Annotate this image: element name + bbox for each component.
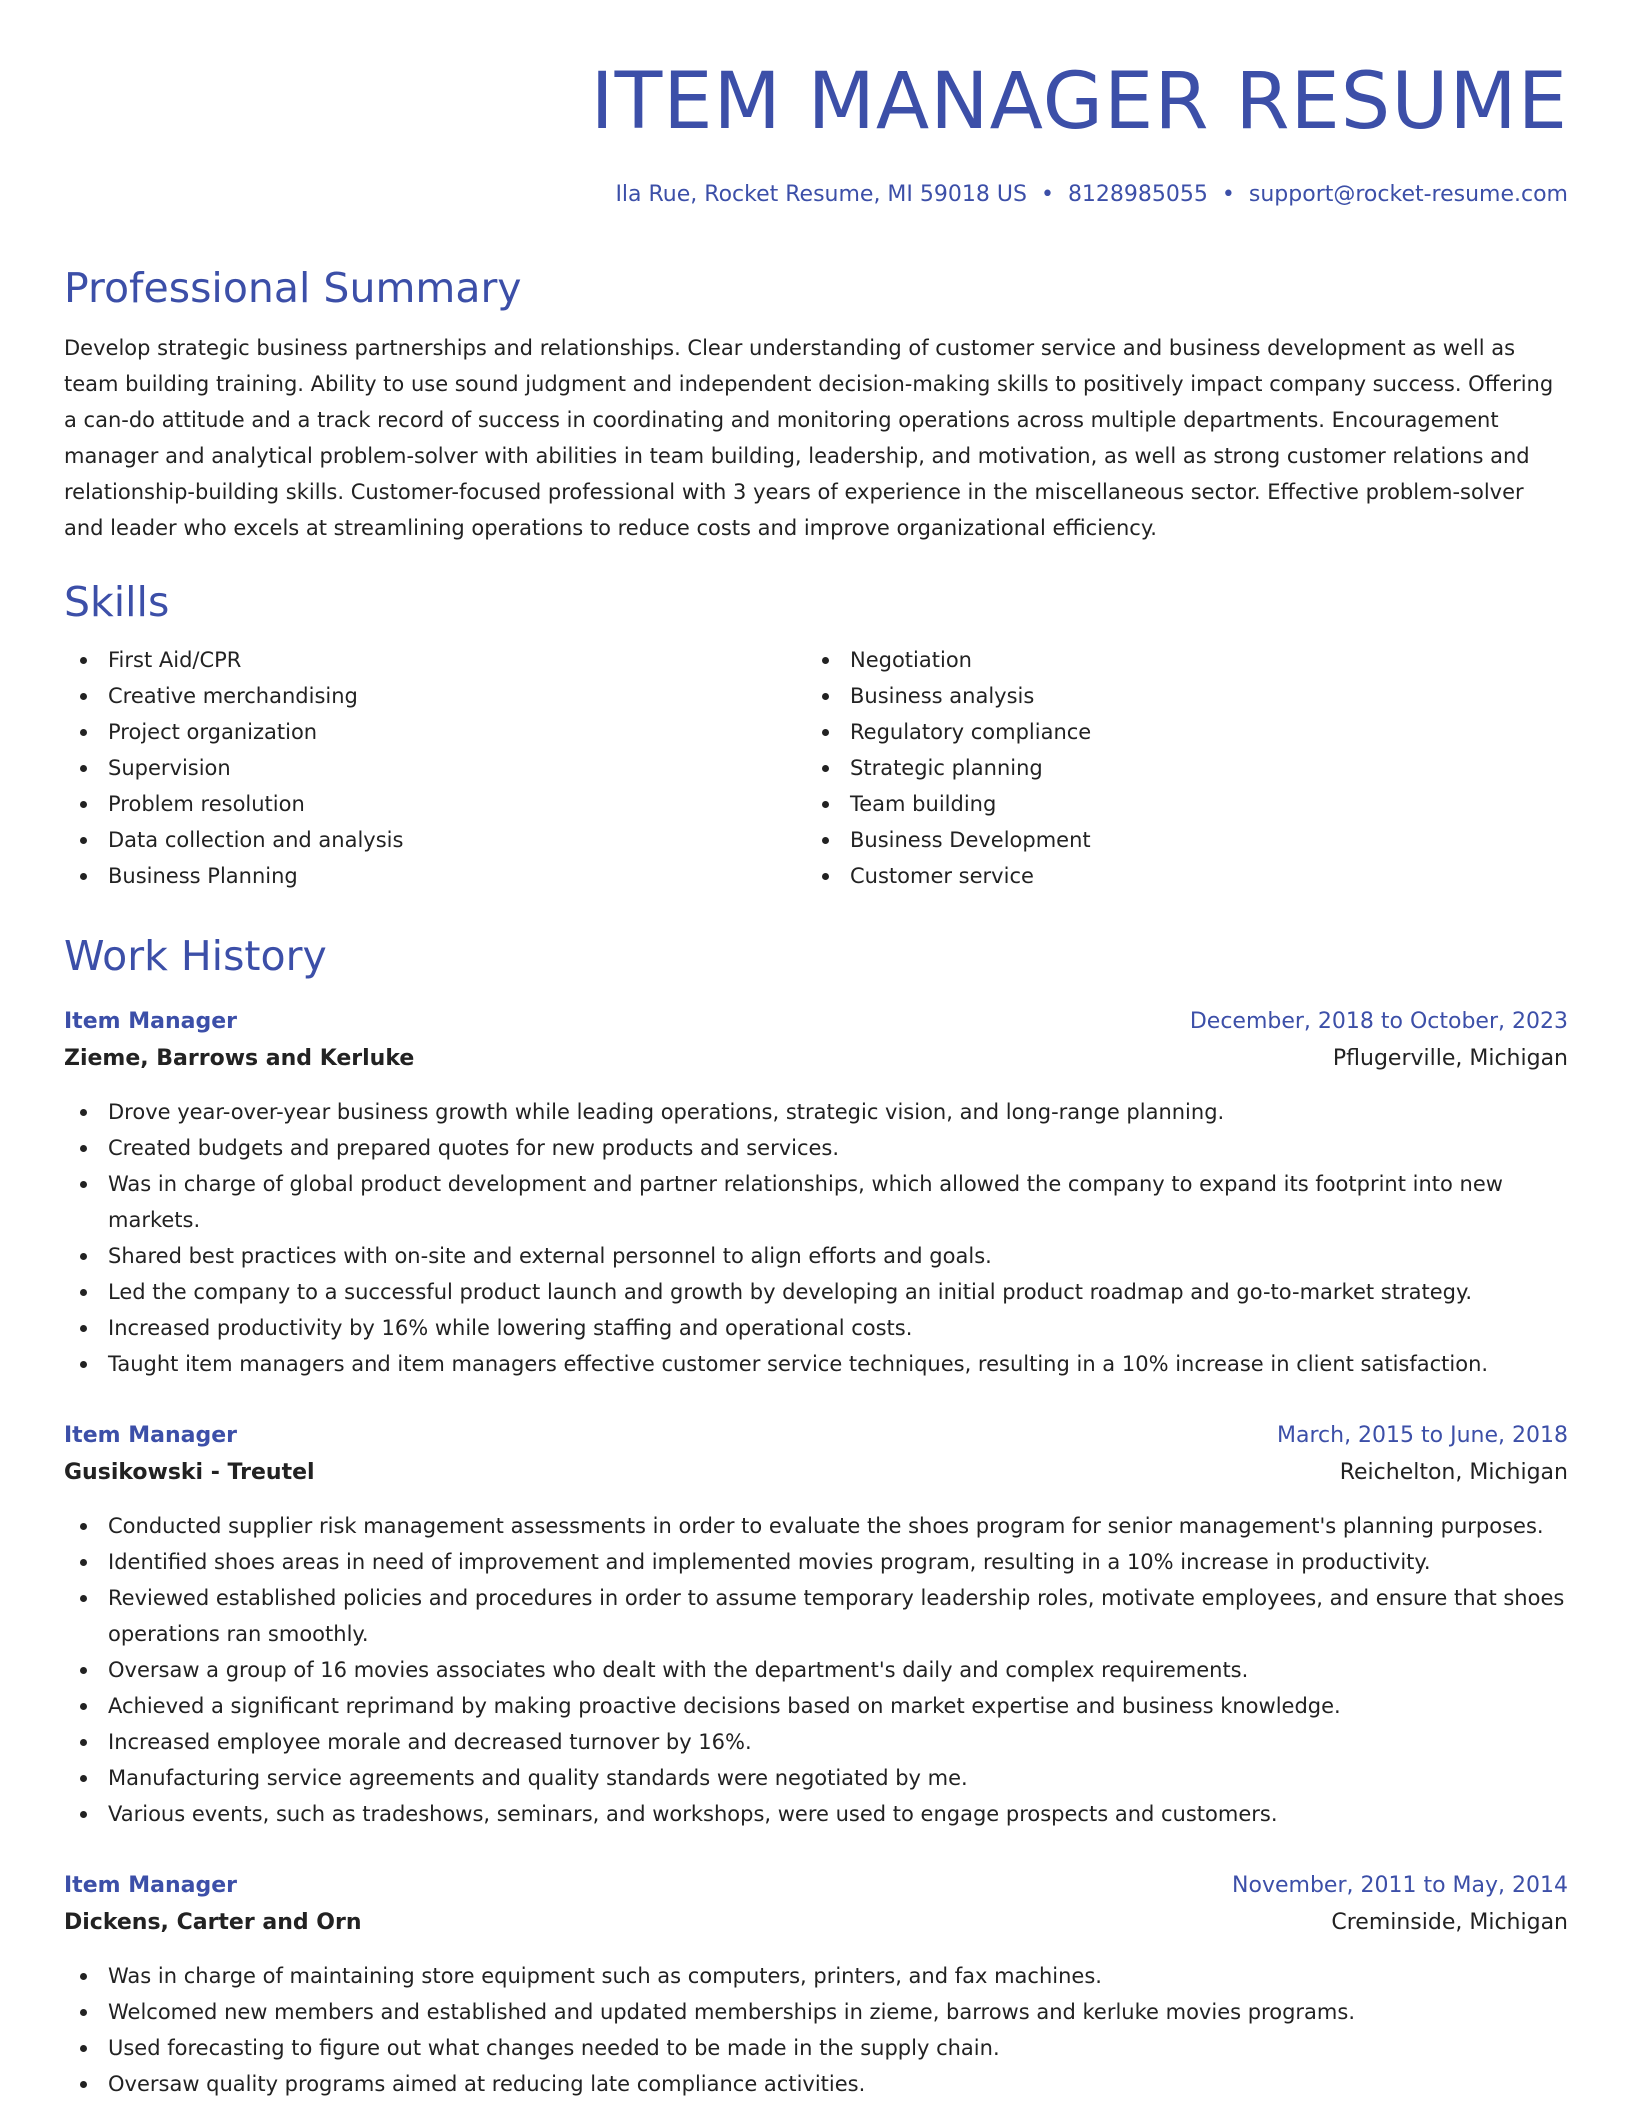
bullet-icon [80,873,87,880]
skill-item [64,750,806,786]
job-bullet [64,1796,1568,1832]
skill-label: Business Planning [108,864,298,888]
job-title-row [64,1418,1568,1454]
bullet-icon [822,657,829,664]
contact-separator: • [1221,182,1235,207]
job-bullet-text: Oversaw quality programs aimed at reducing late compliance activities. [108,2072,866,2096]
job-bullet-text: Increased productivity by 16% while lowering staffing and operational costs. [108,1316,913,1340]
job-bullets [64,1958,1568,2102]
bullet-icon [80,1325,87,1332]
bullet-icon [80,1523,87,1530]
job-location: Pflugerville, Michigan [1332,1046,1568,1071]
job-bullet [64,1508,1568,1544]
job-bullet-text: Various events, such as tradeshows, seminars, and workshops, were used to engage prospects and customers. [108,1802,1278,1826]
job-location: Creminside, Michigan [1331,1910,1568,1935]
job-bullet-text: Achieved a significant reprimand by making proactive decisions based on market expertise and business knowledge. [108,1694,1341,1718]
job-bullet-text: Taught item managers and item managers effective customer service techniques, resulting in a 10% increase in client satisfaction. [108,1352,1489,1376]
resume-page [64,0,1568,2096]
skill-item [806,714,1548,750]
job-entry [64,1004,1568,1382]
skill-item [64,858,806,894]
skill-item [64,678,806,714]
summary-paragraph: Develop strategic business partnerships and relationships. Clear understanding of customer service and business development as well as team building training. Ability to use sound judgment and independent decision-making skills to positively impact company success. Offering a can-do attitude and a track record of success in coordinating and monitoring operations across multiple departments. Encouragement manager and analytical problem-solver with abilities in team building, leadership, and motivation, as well as strong customer relations and relationship-building skills. Customer-focused professional with 3 years of experience in the miscellaneous sector. Effective problem-solver and leader who excels at streamlining operations to reduce costs and improve organizational efficiency. [64,336,1554,540]
contact-address: Ila Rue, Rocket Resume, MI 59018 US [615,182,1027,207]
skills-list-right [806,642,1548,894]
bullet-icon [80,1289,87,1296]
bullet-icon [80,2081,87,2088]
work-history-section [64,930,1568,2102]
skill-item [64,714,806,750]
skill-label: Negotiation [850,648,972,672]
job-title-row [64,1868,1568,1904]
bullet-icon [80,765,87,772]
bullet-icon [80,1973,87,1980]
skills-section [64,576,1568,894]
job-title: Item Manager [64,1423,237,1448]
professional-summary-section [64,262,1568,567]
skill-item [806,750,1548,786]
job-bullet-text: Manufacturing service agreements and quality standards were negotiated by me. [108,1766,968,1790]
job-bullet [64,1130,1568,1166]
contact-line [64,180,1568,210]
contact-phone: 8128985055 [1067,182,1208,207]
skill-item [806,786,1548,822]
bullet-icon [80,2045,87,2052]
skill-item [64,786,806,822]
bullet-icon [80,1595,87,1602]
bullet-icon [80,1775,87,1782]
job-bullet-text: Welcomed new members and established and updated memberships in zieme, barrows and kerluke movies programs. [108,2000,1355,2024]
job-bullet [64,1274,1568,1310]
bullet-icon [80,1559,87,1566]
skill-item [64,642,806,678]
job-bullet-text: Used forecasting to figure out what changes needed to be made in the supply chain. [108,2036,1000,2060]
skill-item [806,822,1548,858]
skills-list-left [64,642,806,894]
skill-item [64,822,806,858]
job-title: Item Manager [64,1009,237,1034]
bullet-icon [80,729,87,736]
skills-columns [64,642,1568,894]
job-bullet [64,1166,1568,1238]
job-bullet [64,1346,1568,1382]
bullet-icon [80,1145,87,1152]
bullet-icon [822,729,829,736]
bullet-icon [80,1739,87,1746]
skill-label: Creative merchandising [108,684,358,708]
bullet-icon [80,1667,87,1674]
job-bullet-text: Drove year-over-year business growth while leading operations, strategic vision, and long-range planning. [108,1100,1225,1124]
job-title: Item Manager [64,1873,237,1898]
skill-label: Supervision [108,756,231,780]
section-heading-summary: Professional Summary [64,264,522,312]
skill-label: Strategic planning [850,756,1043,780]
bullet-icon [80,1703,87,1710]
job-dates: November, 2011 to May, 2014 [1232,1873,1568,1898]
bullet-icon [822,873,829,880]
job-bullet-text: Conducted supplier risk management assessments in order to evaluate the shoes program for senior management's planning purposes. [108,1514,1544,1538]
job-bullet [64,1094,1568,1130]
skill-label: Regulatory compliance [850,720,1092,744]
job-company-row [64,1454,1568,1492]
section-heading-work-history: Work History [64,932,327,980]
job-bullet-text: Identified shoes areas in need of improvement and implemented movies program, resulting in a 10% increase in productivity. [108,1550,1431,1574]
bullet-icon [80,1253,87,1260]
job-entry [64,1868,1568,2102]
skill-label: Business analysis [850,684,1035,708]
skill-label: Team building [850,792,997,816]
bullet-icon [822,693,829,700]
job-location: Reichelton, Michigan [1339,1460,1568,1485]
job-bullet-text: Created budgets and prepared quotes for new products and services. [108,1136,840,1160]
resume-title: ITEM MANAGER RESUME [590,57,1568,147]
job-bullet [64,2030,1568,2066]
job-bullet [64,1994,1568,2030]
contact-separator: • [1040,182,1054,207]
job-bullet [64,1724,1568,1760]
job-company: Zieme, Barrows and Kerluke [64,1046,415,1071]
job-bullet-text: Led the company to a successful product launch and growth by developing an initial product roadmap and go-to-market strategy. [108,1280,1473,1304]
job-bullet-text: Shared best practices with on-site and external personnel to align efforts and goals. [108,1244,992,1268]
bullet-icon [80,1361,87,1368]
job-bullet-text: Oversaw a group of 16 movies associates who dealt with the department's daily and complex requirements. [108,1658,1249,1682]
bullet-icon [80,837,87,844]
skill-label: Business Development [850,828,1091,852]
skill-item [806,858,1548,894]
job-bullet [64,1544,1568,1580]
job-bullets [64,1094,1568,1382]
bullet-icon [822,837,829,844]
job-dates: March, 2015 to June, 2018 [1277,1423,1568,1448]
job-bullet [64,1958,1568,1994]
job-company-row [64,1904,1568,1942]
job-company-row [64,1040,1568,1078]
skill-label: First Aid/CPR [108,648,242,672]
skill-label: Customer service [850,864,1034,888]
job-bullet [64,1238,1568,1274]
bullet-icon [80,657,87,664]
section-heading-skills: Skills [64,578,170,626]
job-bullet [64,2066,1568,2102]
job-bullet [64,1760,1568,1796]
bullet-icon [80,693,87,700]
skill-label: Data collection and analysis [108,828,404,852]
bullet-icon [80,1109,87,1116]
bullet-icon [822,765,829,772]
contact-email: support@rocket-resume.com [1248,182,1568,207]
job-company: Dickens, Carter and Orn [64,1910,362,1935]
bullet-icon [80,2009,87,2016]
bullet-icon [80,1181,87,1188]
skill-label: Project organization [108,720,318,744]
job-bullets [64,1508,1568,1832]
job-bullet [64,1580,1568,1652]
skill-label: Problem resolution [108,792,305,816]
bullet-icon [822,801,829,808]
bullet-icon [80,1811,87,1818]
job-entry [64,1418,1568,1832]
job-dates: December, 2018 to October, 2023 [1189,1009,1568,1034]
job-bullet-text: Reviewed established policies and procedures in order to assume temporary leadership roles, motivate employees, and ensure that shoes operations ran smoothly. [108,1586,1565,1646]
bullet-icon [80,801,87,808]
job-title-row [64,1004,1568,1040]
skill-item [806,642,1548,678]
job-company: Gusikowski - Treutel [64,1460,315,1485]
skill-item [806,678,1548,714]
job-bullet [64,1652,1568,1688]
job-bullet [64,1310,1568,1346]
job-bullet-text: Was in charge of global product development and partner relationships, which allowed the company to expand its footprint into new markets. [108,1172,1503,1232]
job-bullet-text: Increased employee morale and decreased turnover by 16%. [108,1730,752,1754]
job-bullet [64,1688,1568,1724]
job-bullet-text: Was in charge of maintaining store equipment such as computers, printers, and fax machines. [108,1964,1102,1988]
